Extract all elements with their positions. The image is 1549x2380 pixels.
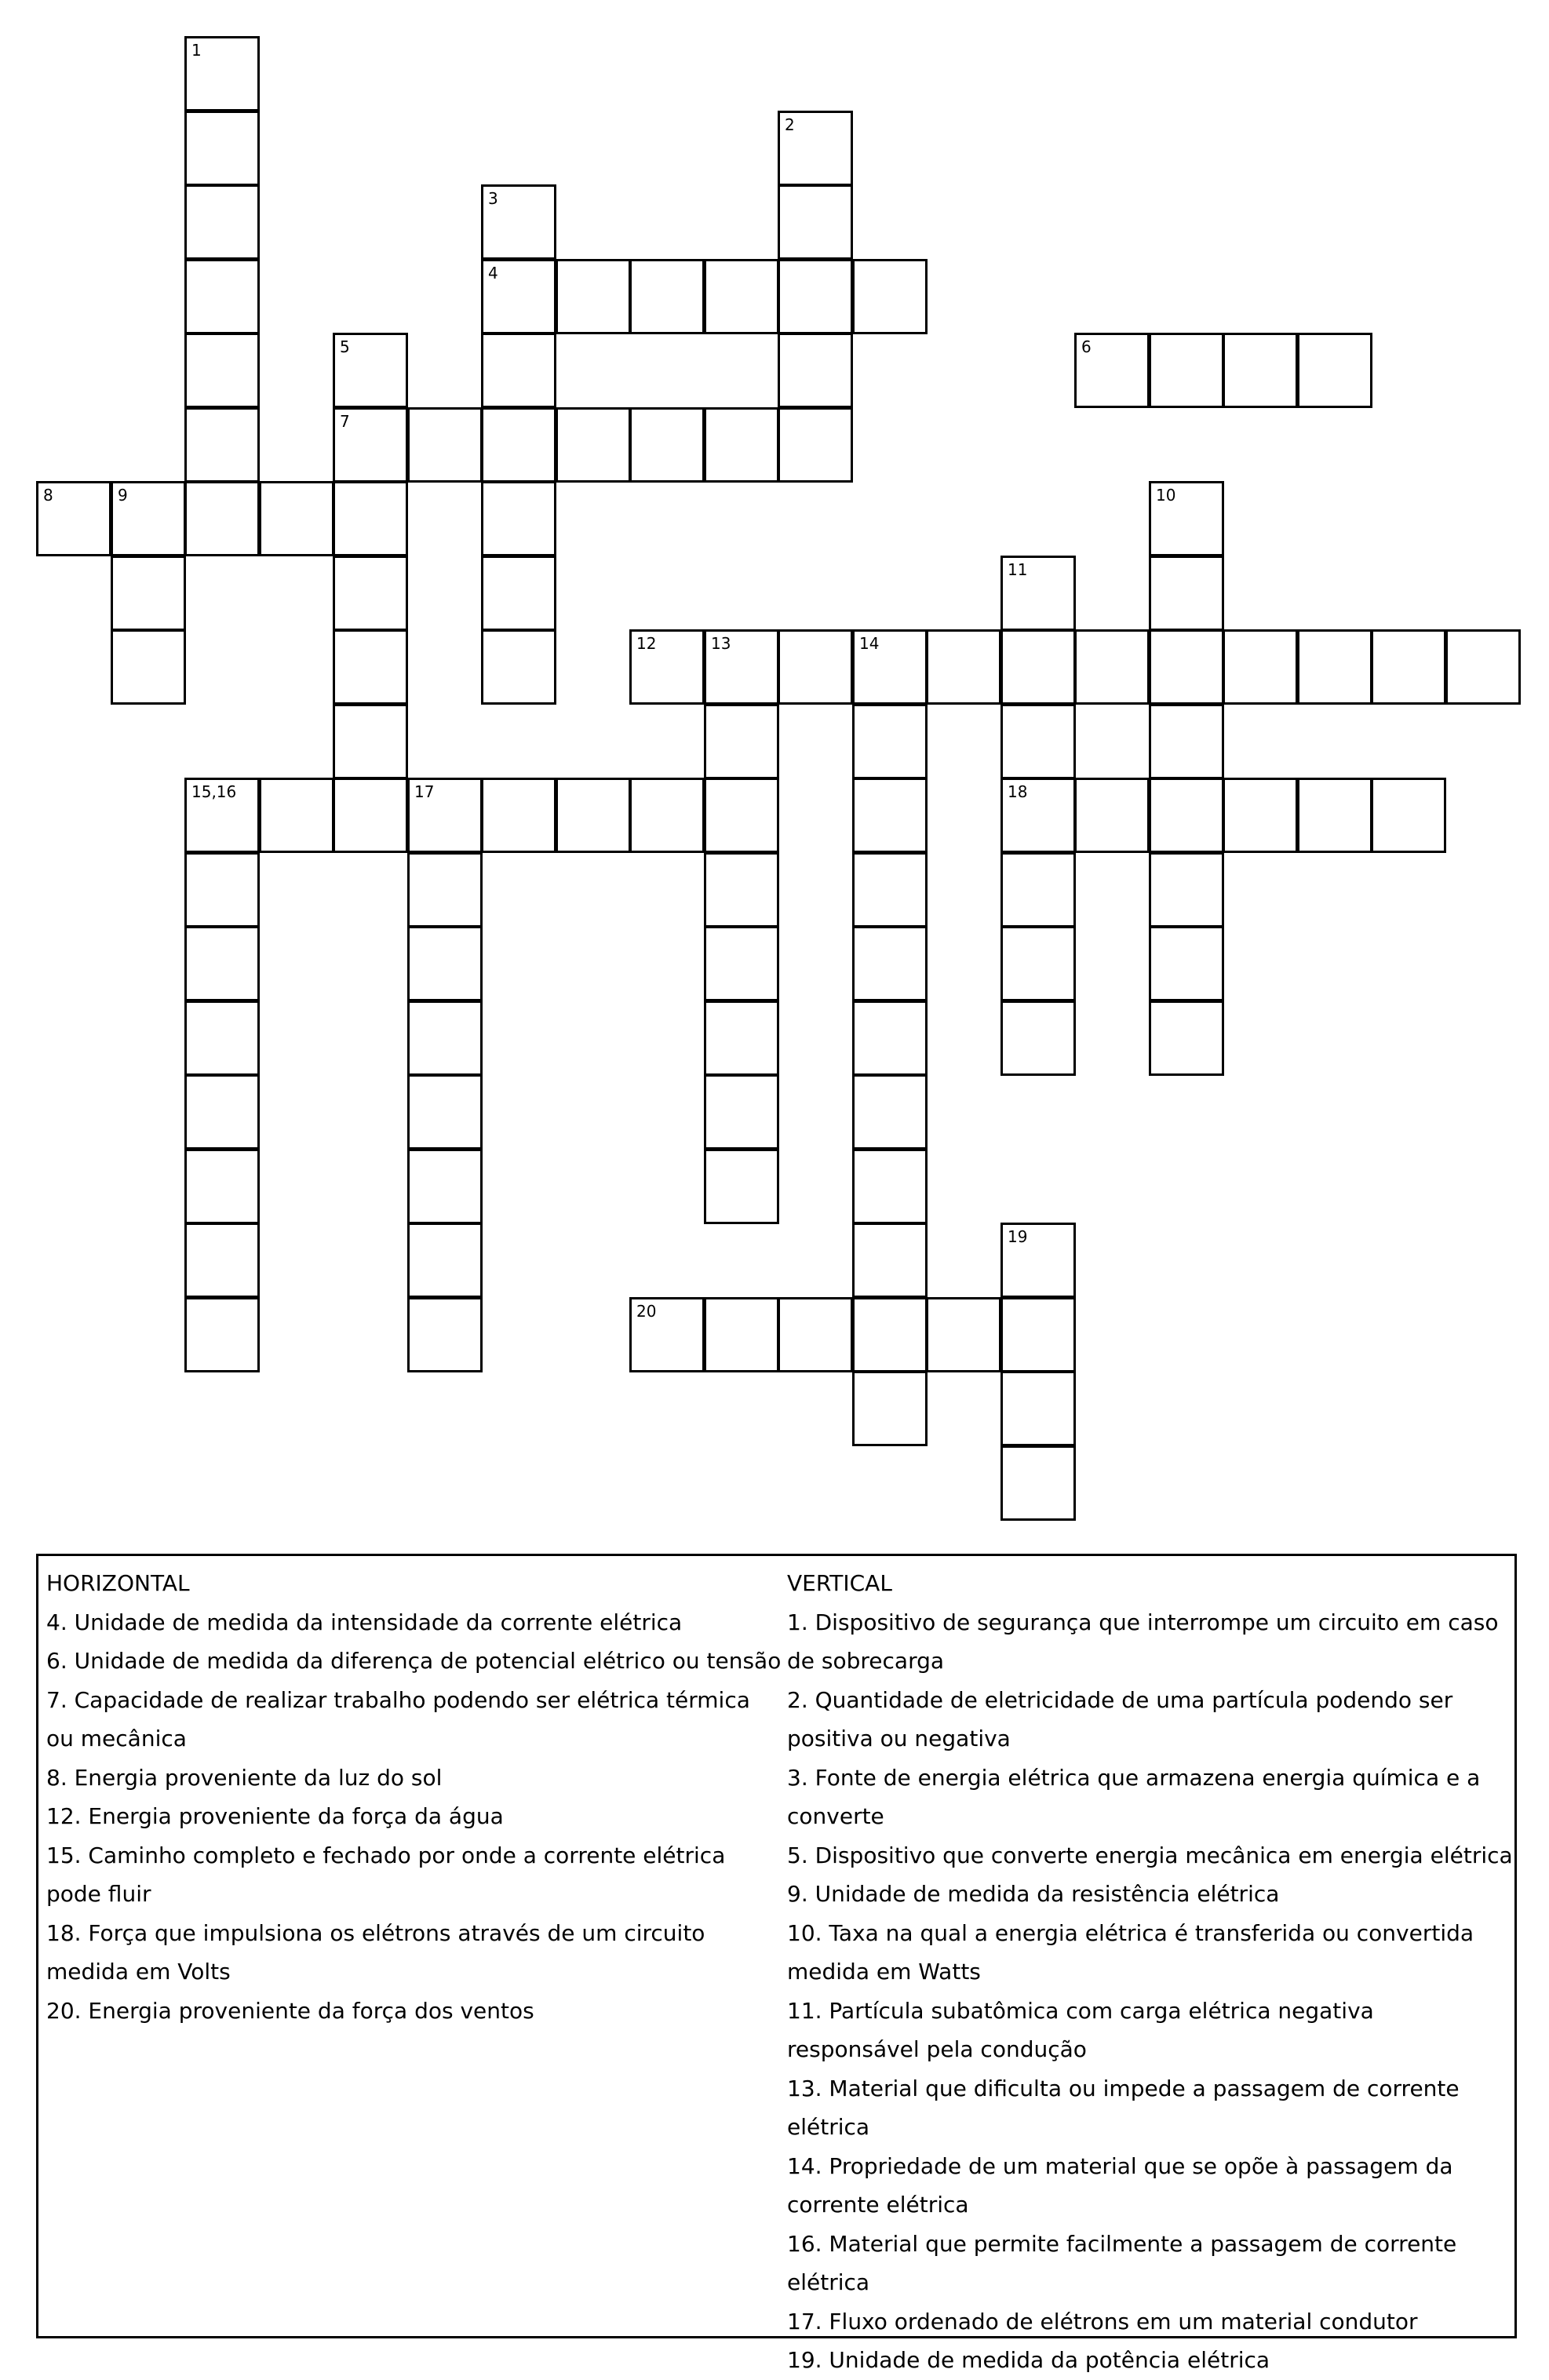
vertical-clue: 3. Fonte de energia elétrica que armazena energia química e a converte — [787, 1764, 1481, 1829]
grid-cell[interactable] — [926, 629, 1001, 705]
horizontal-clues — [46, 1564, 784, 2030]
grid-cell[interactable] — [778, 184, 853, 260]
grid-cell[interactable] — [1000, 1297, 1076, 1372]
horizontal-clue: 4. Unidade de medida da intensidade da corrente elétrica — [46, 1609, 683, 1635]
vertical-clue: 5. Dispositivo que converte energia mecânica em energia elétrica — [787, 1842, 1513, 1868]
clue-number: 13 — [711, 634, 731, 653]
grid-cell[interactable] — [1000, 629, 1076, 705]
grid-cell[interactable] — [852, 1000, 928, 1076]
grid-cell[interactable] — [407, 852, 483, 928]
grid-cell[interactable] — [1000, 1371, 1076, 1446]
grid-cell[interactable] — [36, 481, 111, 556]
clue-number: 1 — [191, 41, 202, 60]
clue-number: 19 — [1008, 1227, 1028, 1246]
grid-cell[interactable] — [778, 111, 853, 186]
clue-number: 7 — [340, 412, 350, 431]
grid-cell[interactable] — [629, 407, 705, 483]
vertical-clue: 1. Dispositivo de segurança que interrompe um circuito em caso de sobrecarga — [787, 1609, 1499, 1674]
grid-cell[interactable] — [407, 407, 483, 483]
grid-cell[interactable] — [333, 778, 408, 853]
grid-cell[interactable] — [629, 778, 705, 853]
clues-box — [36, 1554, 1517, 2373]
grid-cell[interactable] — [1149, 704, 1224, 779]
clue-number: 17 — [414, 782, 435, 801]
grid-cell[interactable] — [704, 778, 779, 853]
grid-cell[interactable] — [852, 852, 928, 928]
grid-cell[interactable] — [1074, 333, 1150, 408]
clue-number: 9 — [118, 486, 128, 505]
grid-cell[interactable] — [407, 926, 483, 1001]
grid-cell[interactable] — [407, 1000, 483, 1076]
clue-number: 5 — [340, 337, 350, 356]
vertical-clue: 11. Partícula subatômica com carga elétrica negativa responsável pela condução — [787, 1997, 1374, 2062]
grid-cell[interactable] — [481, 778, 556, 853]
grid-cell[interactable] — [1223, 778, 1298, 853]
grid-cell[interactable] — [407, 1297, 483, 1372]
grid-cell[interactable] — [778, 629, 853, 705]
vertical-clue: 17. Fluxo ordenado de elétrons em um material condutor — [787, 2308, 1418, 2334]
grid-cell[interactable] — [1000, 852, 1076, 928]
grid-cell[interactable] — [259, 778, 334, 853]
vertical-clue: 13. Material que dificulta ou impede a passagem de corrente elétrica — [787, 2075, 1460, 2140]
grid-cell[interactable] — [481, 481, 556, 556]
vertical-clue: 16. Material que permite facilmente a passagem de corrente elétrica — [787, 2230, 1457, 2295]
grid-cell[interactable] — [407, 778, 483, 853]
clue-number: 3 — [488, 189, 498, 208]
grid-cell[interactable] — [1074, 629, 1150, 705]
grid-cell[interactable] — [1149, 926, 1224, 1001]
grid-cell[interactable] — [333, 556, 408, 631]
clue-number: 2 — [785, 115, 795, 134]
grid-cell[interactable] — [778, 407, 853, 483]
grid-cell[interactable] — [184, 1074, 260, 1150]
grid-cell[interactable] — [184, 481, 260, 556]
grid-cell[interactable] — [1000, 556, 1076, 631]
grid-cell[interactable] — [629, 1297, 705, 1372]
grid-cell[interactable] — [1149, 333, 1224, 408]
clue-number: 15,16 — [191, 782, 237, 801]
grid-cell[interactable] — [852, 1074, 928, 1150]
clue-number: 10 — [1156, 486, 1176, 505]
grid-cell[interactable] — [1000, 704, 1076, 779]
grid-cell[interactable] — [481, 629, 556, 705]
grid-cell[interactable] — [1149, 629, 1224, 705]
grid-cell[interactable] — [704, 926, 779, 1001]
grid-cell[interactable] — [481, 184, 556, 260]
clue-number: 18 — [1008, 782, 1028, 801]
grid-cell[interactable] — [333, 481, 408, 556]
grid-cell[interactable] — [184, 1223, 260, 1298]
grid-cell[interactable] — [481, 407, 556, 483]
grid-cell[interactable] — [184, 1297, 260, 1372]
grid-cell[interactable] — [1149, 1000, 1224, 1076]
grid-cell[interactable] — [333, 704, 408, 779]
vertical-clues — [787, 1564, 1513, 2380]
grid-cell[interactable] — [184, 333, 260, 408]
grid-cell[interactable] — [111, 556, 186, 631]
grid-cell[interactable] — [1371, 629, 1446, 705]
grid-cell[interactable] — [852, 1371, 928, 1446]
grid-cell[interactable] — [481, 556, 556, 631]
grid-cell[interactable] — [111, 481, 186, 556]
grid-cell[interactable] — [704, 1000, 779, 1076]
grid-cell[interactable] — [1000, 778, 1076, 853]
grid-cell[interactable] — [1149, 481, 1224, 556]
grid-cell[interactable] — [852, 1223, 928, 1298]
grid-cell[interactable] — [1297, 629, 1372, 705]
grid-cell[interactable] — [184, 259, 260, 334]
vertical-clue: 9. Unidade de medida da resistência elétrica — [787, 1881, 1280, 1907]
grid-cell[interactable] — [704, 259, 779, 334]
grid-cell[interactable] — [704, 629, 779, 705]
grid-cell[interactable] — [1000, 1000, 1076, 1076]
grid-cell[interactable] — [184, 1000, 260, 1076]
horizontal-clue: 8. Energia proveniente da luz do sol — [46, 1764, 443, 1791]
grid-cell[interactable] — [407, 1074, 483, 1150]
grid-cell[interactable] — [333, 407, 408, 483]
grid-cell[interactable] — [778, 1297, 853, 1372]
grid-cell[interactable] — [926, 1297, 1001, 1372]
grid-cell[interactable] — [629, 259, 705, 334]
vertical-heading: VERTICAL — [787, 1570, 892, 1596]
grid-cell[interactable] — [556, 778, 631, 853]
grid-cell[interactable] — [1074, 778, 1150, 853]
clue-number: 6 — [1081, 337, 1092, 356]
grid-cell[interactable] — [407, 1149, 483, 1224]
horizontal-clue: 12. Energia proveniente da força da água — [46, 1803, 504, 1829]
grid-cell[interactable] — [184, 778, 260, 853]
horizontal-clue: 20. Energia proveniente da força dos ventos — [46, 1997, 534, 2024]
grid-cell[interactable] — [1297, 778, 1372, 853]
grid-cell[interactable] — [184, 926, 260, 1001]
grid-cell[interactable] — [333, 629, 408, 705]
grid-cell[interactable] — [1149, 556, 1224, 631]
grid-cell[interactable] — [1223, 629, 1298, 705]
grid-cell[interactable] — [481, 333, 556, 408]
grid-cell[interactable] — [629, 629, 705, 705]
grid-cell[interactable] — [704, 1297, 779, 1372]
grid-cell[interactable] — [852, 704, 928, 779]
grid-cell[interactable] — [1149, 778, 1224, 853]
vertical-clue: 2. Quantidade de eletricidade de uma partícula podendo ser positiva ou negativa — [787, 1686, 1453, 1751]
grid-cell[interactable] — [704, 852, 779, 928]
grid-cell[interactable] — [184, 184, 260, 260]
grid-cell[interactable] — [407, 1223, 483, 1298]
grid-cell[interactable] — [852, 778, 928, 853]
grid-cell[interactable] — [184, 36, 260, 111]
grid-cell[interactable] — [852, 1149, 928, 1224]
grid-cell[interactable] — [1223, 333, 1298, 408]
horizontal-heading: HORIZONTAL — [46, 1570, 190, 1596]
grid-cell[interactable] — [1000, 926, 1076, 1001]
vertical-clue: 10. Taxa na qual a energia elétrica é transferida ou convertida medida em Watts — [787, 1919, 1474, 1985]
grid-cell[interactable] — [704, 1074, 779, 1150]
horizontal-clue: 7. Capacidade de realizar trabalho podendo ser elétrica térmica ou mecânica — [46, 1686, 750, 1751]
horizontal-clue: 6. Unidade de medida da diferença de potencial elétrico ou tensão — [46, 1648, 782, 1674]
clue-number: 8 — [43, 486, 53, 505]
grid-cell[interactable] — [1445, 629, 1521, 705]
grid-cell[interactable] — [111, 629, 186, 705]
grid-cell[interactable] — [184, 111, 260, 186]
grid-cell[interactable] — [778, 259, 853, 334]
grid-cell[interactable] — [259, 481, 334, 556]
clue-number: 20 — [636, 1302, 657, 1321]
clue-number: 11 — [1008, 560, 1028, 579]
grid-cell[interactable] — [1000, 1445, 1076, 1521]
grid-cell[interactable] — [481, 259, 556, 334]
horizontal-clue: 18. Força que impulsiona os elétrons através de um circuito medida em Volts — [46, 1919, 705, 1985]
vertical-clue: 14. Propriedade de um material que se opõe à passagem da corrente elétrica — [787, 2152, 1453, 2218]
grid-cell[interactable] — [852, 259, 928, 334]
grid-cell[interactable] — [852, 629, 928, 705]
grid-cell[interactable] — [184, 1149, 260, 1224]
grid-cell[interactable] — [852, 926, 928, 1001]
grid-cell[interactable] — [704, 704, 779, 779]
grid-cell[interactable] — [184, 852, 260, 928]
grid-cell[interactable] — [184, 407, 260, 483]
grid-cell[interactable] — [852, 1297, 928, 1372]
clue-number: 4 — [488, 264, 498, 282]
grid-cell[interactable] — [1297, 333, 1372, 408]
grid-cell[interactable] — [1371, 778, 1446, 853]
clue-number: 14 — [859, 634, 880, 653]
grid-cell[interactable] — [778, 333, 853, 408]
grid-cell[interactable] — [1149, 852, 1224, 928]
grid-cell[interactable] — [704, 1149, 779, 1224]
grid-cell[interactable] — [1000, 1223, 1076, 1298]
clue-number: 12 — [636, 634, 657, 653]
vertical-clue: 19. Unidade de medida da potência elétrica — [787, 2347, 1270, 2373]
grid-cell[interactable] — [704, 407, 779, 483]
horizontal-clue: 15. Caminho completo e fechado por onde a corrente elétrica pode fluir — [46, 1842, 726, 1907]
grid-cell[interactable] — [556, 407, 631, 483]
grid-cell[interactable] — [333, 333, 408, 408]
grid-cell[interactable] — [556, 259, 631, 334]
